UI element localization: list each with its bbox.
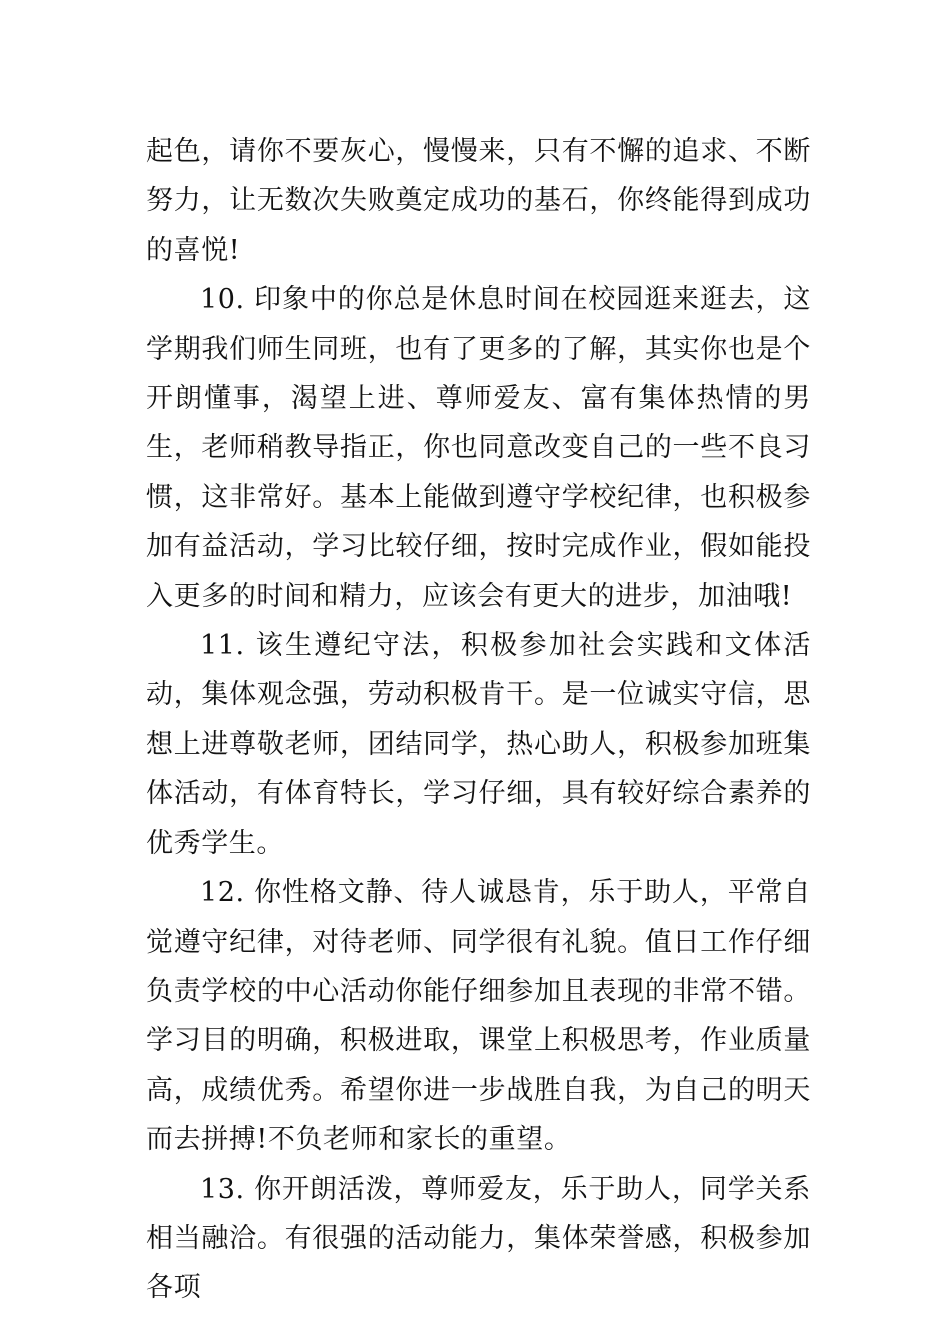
paragraph-10: 10. 印象中的你总是休息时间在校园逛来逛去，这学期我们师生同班，也有了更多的了解，其实你也是个开朗懂事，渴望上进、尊师爱友、富有集体热情的男生，老师稍教导指正，你也同意改变自己的一些不良习惯，这非常好。基本上能做到遵守学校纪律，也积极参加有益活动，学习比较仔细，按时完成作业，假如能投入更多的时间和精力，应该会有更大的进步，加油哦! [146, 284, 811, 612]
document-body [146, 127, 811, 1313]
paragraph-12: 12. 你性格文静、待人诚恳肯，乐于助人，平常自觉遵守纪律，对待老师、同学很有礼貌。值日工作仔细负责学校的中心活动你能仔细参加且表现的非常不错。学习目的明确，积极进取，课堂上积极思考，作业质量高，成绩优秀。希望你进一步战胜自我，为自己的明天而去拼搏!不负老师和家长的重望。 [146, 877, 811, 1156]
paragraph-11: 11. 该生遵纪守法，积极参加社会实践和文体活动，集体观念强，劳动积极肯干。是一位诚实守信，思想上进尊敬老师，团结同学，热心助人，积极参加班集体活动，有体育特长，学习仔细，具有较好综合素养的优秀学生。 [146, 630, 811, 859]
paragraph-9-continuation: 起色，请你不要灰心，慢慢来，只有不懈的追求、不断努力，让无数次失败奠定成功的基石，你终能得到成功的喜悦! [146, 136, 811, 266]
paragraph-13: 13. 你开朗活泼，尊师爱友，乐于助人，同学关系相当融洽。有很强的活动能力，集体荣誉感，积极参加各项 [146, 1173, 811, 1304]
